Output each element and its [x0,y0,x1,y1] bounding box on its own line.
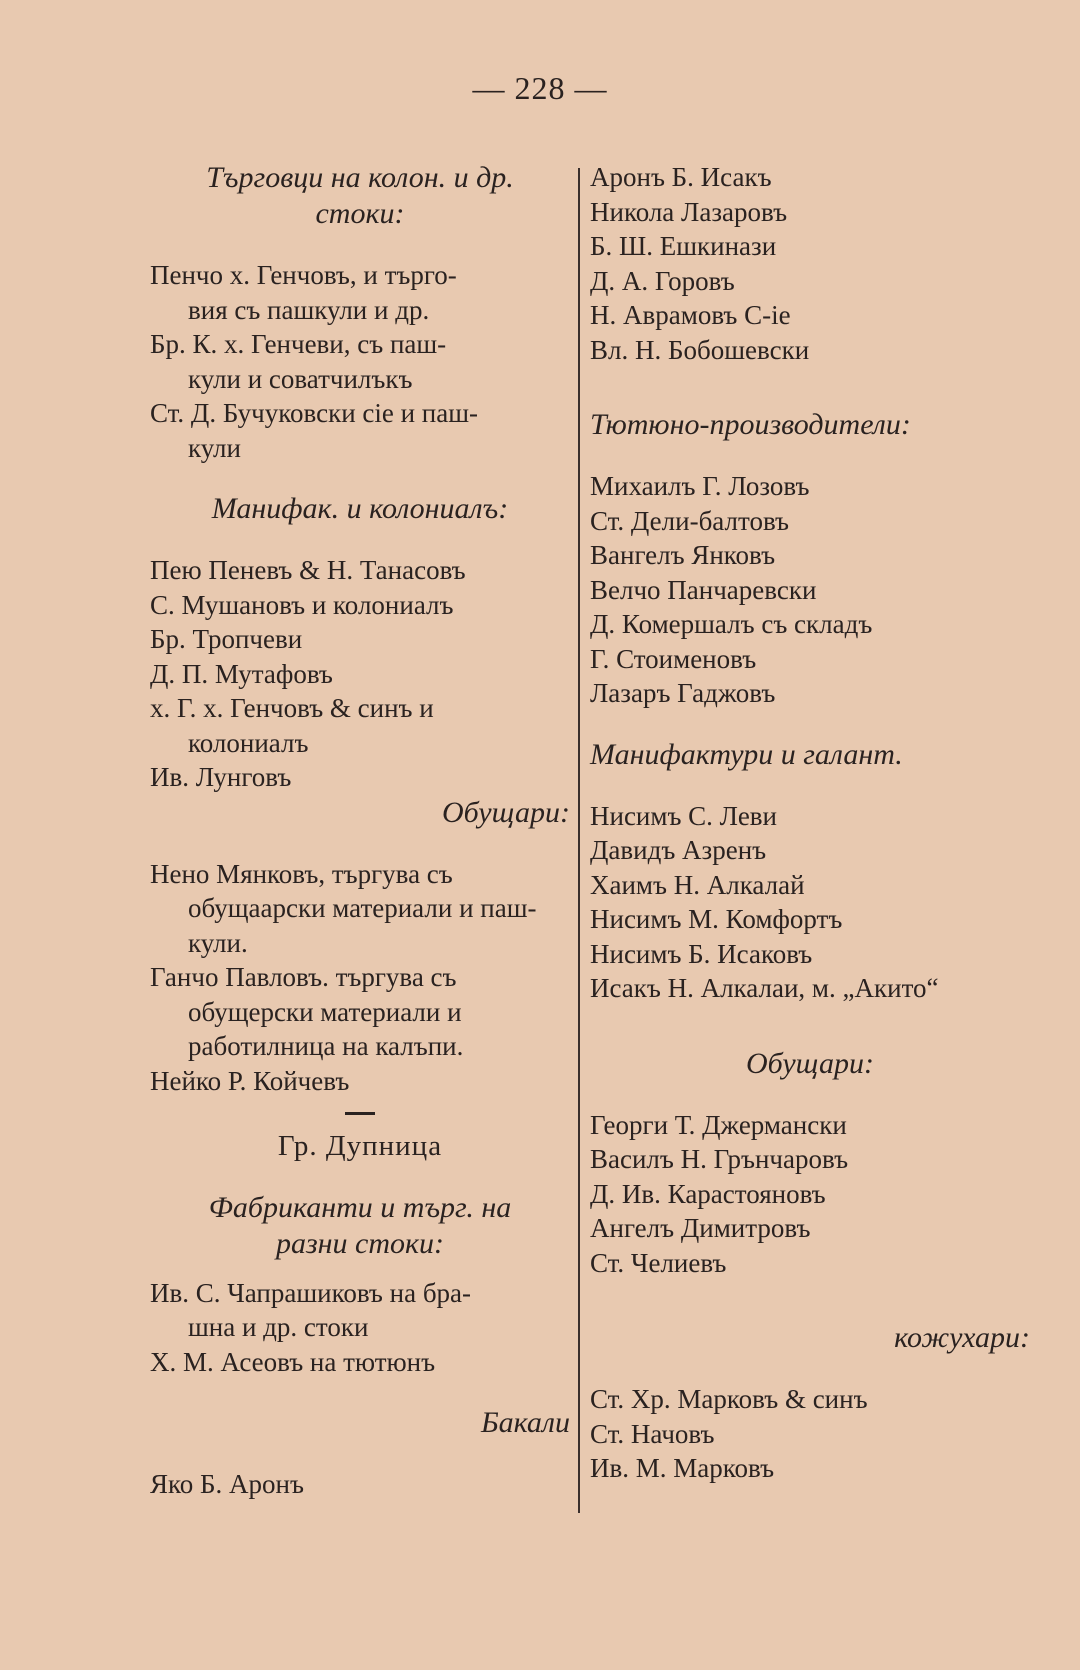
list-item: Исакъ Н. Алкалаи, м. „Акито“ [590,973,939,1003]
list-item: Хаимъ Н. Алкалай [590,869,805,900]
list-entry [150,588,570,623]
list-item: Ст. Дели-балтовъ [590,505,789,536]
list-item: Ст. Челиевъ [590,1247,727,1278]
list-item: Нисимъ Б. Исаковъ [590,938,813,969]
entry-line: Ганчо Павловъ. търгува съ [150,962,457,992]
entry-continuation-line: колониалъ [188,727,309,758]
heading-line: Търговци на колон. и др. [206,161,514,194]
heading-line: разни стоки: [275,1226,445,1260]
entry-list [150,553,570,795]
entry-continuation-line: обущерски материали и [188,996,462,1027]
list-entry [150,760,570,795]
entry-list [150,857,570,1099]
entry-line: Х. М. Асеовъ на тютюнъ [150,1346,436,1377]
list-item: Никола Лазаровъ [590,196,788,227]
list-item: Нисимъ М. Комфортъ [590,904,843,934]
list-item: Велчо Панчаревски [590,574,817,605]
entry-line: Пею Пеневъ & Н. Танасовъ [150,555,466,585]
entry-continuation-line: работилница на калъпи. [188,1031,464,1061]
list-item: Б. Ш. Ешкинази [590,231,777,261]
list-item: Лазаръ Гаджовъ [590,678,776,708]
section-heading-shoemakers-right: Обущари: [745,1046,875,1080]
section-heading-manufactory-haberdashery: Манифактури и галант. [590,737,903,771]
list-entry [150,857,570,961]
name-list [590,1108,1030,1281]
name-list [590,469,1030,711]
entry-continuation-line: шна и др. стоки [188,1312,369,1342]
section-heading-colonial-goods [150,160,570,232]
heading-line: Фабриканти и търг. на [208,1190,512,1224]
entry-list [150,1467,570,1502]
section-heading-manufacturers [150,1190,570,1262]
page-number: — 228 — [472,70,608,106]
list-entry [150,1276,570,1345]
section-heading-grocers: Бакали [480,1406,570,1439]
list-entry [150,622,570,657]
list-entry [150,396,570,465]
entry-continuation-line: обущаарски материали и паш- [188,893,537,923]
list-item: Михаилъ Г. Лозовъ [590,471,810,501]
name-list [590,1382,1030,1486]
list-entry [150,657,570,692]
section-heading-tobacco-producers: Тютюно-производители: [590,408,911,441]
entry-continuation-line: кули [188,432,241,463]
list-item: Вангелъ Янковъ [590,540,776,570]
entry-line: Нейко Р. Койчевъ [150,1065,350,1096]
entry-continuation-line: вия съ пашкули и др. [188,294,430,325]
list-item: Ангелъ Димитровъ [590,1213,811,1243]
entry-line: Д. П. Мутафовъ [150,658,333,689]
entry-line: Бр. К. х. Генчеви, съ паш- [150,329,447,359]
entry-line: Пенчо х. Генчовъ, и търго- [150,260,457,290]
heading-line: стоки: [315,197,405,230]
list-item: Д. Комершалъ съ складъ [590,609,873,639]
list-item: Д. А. Горовъ [590,265,735,296]
list-item: Василъ Н. Грънчаровъ [590,1144,849,1174]
list-entry [150,553,570,588]
entry-line: С. Мушановъ и колониалъ [150,589,454,620]
list-item: Г. Стоименовъ [590,643,757,674]
list-item: Ст. Начовъ [590,1418,715,1449]
list-entry [150,1064,570,1099]
list-entry [150,1345,570,1380]
entry-line: х. Г. х. Генчовъ & синъ и [150,693,434,723]
entry-list [150,258,570,465]
entry-continuation-line: кули и соватчилъкъ [188,363,413,394]
section-heading-furriers: кожухари: [894,1321,1030,1354]
entry-continuation-line: кули. [188,927,248,958]
name-list [590,799,1030,1006]
entry-line: Ив. С. Чапрашиковъ на бра- [150,1277,472,1308]
list-item: Д. Ив. Карастояновъ [590,1178,826,1209]
entry-line: Яко Б. Аронъ [150,1469,304,1499]
right-column [590,160,1030,1486]
name-list [590,160,1030,367]
section-heading-shoemakers: Обущари: [441,795,570,829]
list-item: Ст. Хр. Марковъ & синъ [590,1384,868,1414]
list-item: Н. Аврамовъ С-iе [590,300,791,330]
city-heading: Гр. Дупница [277,1130,443,1162]
entry-line: Нено Мянковъ, търгува съ [150,858,453,889]
entry-line: Бр. Тропчеви [150,624,303,654]
list-item: Ив. М. Марковъ [590,1453,775,1483]
list-item: Давидъ Азренъ [590,835,767,865]
list-entry [150,258,570,327]
list-item: Вл. Н. Бобошевски [590,334,810,365]
entry-line: Ст. Д. Бучуковски сiе и паш- [150,398,479,428]
list-item: Аронъ Б. Исакъ [590,162,772,192]
entry-list [150,1276,570,1380]
entry-line: Ив. Лунговъ [150,762,292,792]
left-column [150,160,570,1502]
list-item: Нисимъ С. Леви [590,800,777,831]
list-entry [150,327,570,396]
column-divider [578,168,580,1513]
section-heading-manufactory-colonial: Манифак. и колониалъ: [211,492,509,525]
list-entry [150,1467,570,1502]
list-item: Георги Т. Джермански [590,1109,847,1140]
list-entry [150,960,570,1064]
list-entry [150,691,570,760]
